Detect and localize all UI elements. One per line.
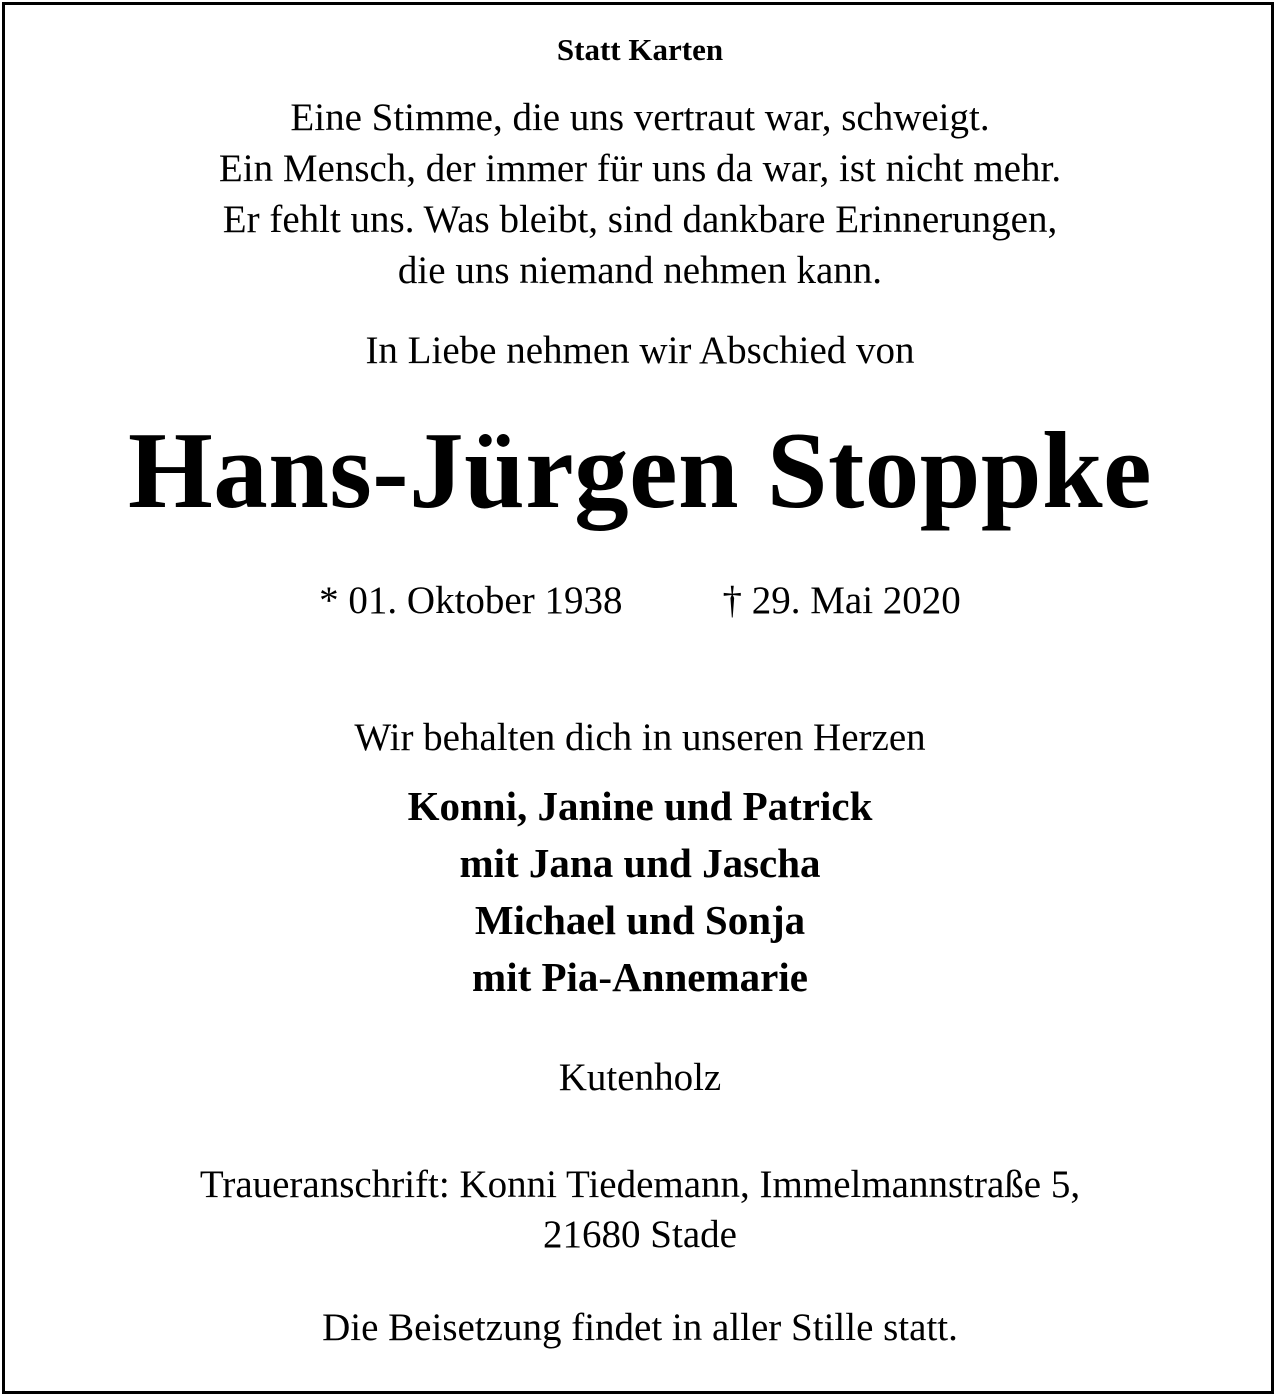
family-line: Konni, Janine und Patrick [407, 783, 873, 829]
intro-text: In Liebe nehmen wir Abschied von [365, 329, 915, 372]
address-line: 21680 Stade [543, 1213, 737, 1256]
poem-line: Eine Stimme, die uns vertraut war, schweigt. [290, 96, 990, 139]
address-line: Traueranschrift: Konni Tiedemann, Immelmannstraße 5, [199, 1163, 1081, 1206]
poem-line: Ein Mensch, der immer für uns da war, ist nicht mehr. [218, 147, 1062, 190]
deceased-name: Hans-Jürgen Stoppke [127, 410, 1153, 531]
header-note: Statt Karten [556, 32, 724, 67]
family-line: Michael und Sonja [474, 897, 806, 943]
poem-line: die uns niemand nehmen kann. [397, 249, 883, 292]
funeral-note: Die Beisetzung findet in aller Stille statt. [322, 1306, 958, 1349]
place: Kutenholz [558, 1056, 722, 1099]
family-names [0, 778, 1280, 1006]
closing-text: Wir behalten dich in unseren Herzen [354, 716, 926, 759]
family-line: mit Pia-Annemarie [472, 954, 808, 1000]
poem [0, 92, 1280, 296]
life-dates [0, 578, 1280, 623]
poem-line: Er fehlt uns. Was bleibt, sind dankbare Erinnerungen, [222, 198, 1058, 241]
mourning-address [0, 1160, 1280, 1260]
death-date: † 29. Mai 2020 [722, 579, 961, 622]
family-line: mit Jana und Jascha [459, 840, 821, 886]
birth-date: * 01. Oktober 1938 [319, 579, 623, 622]
